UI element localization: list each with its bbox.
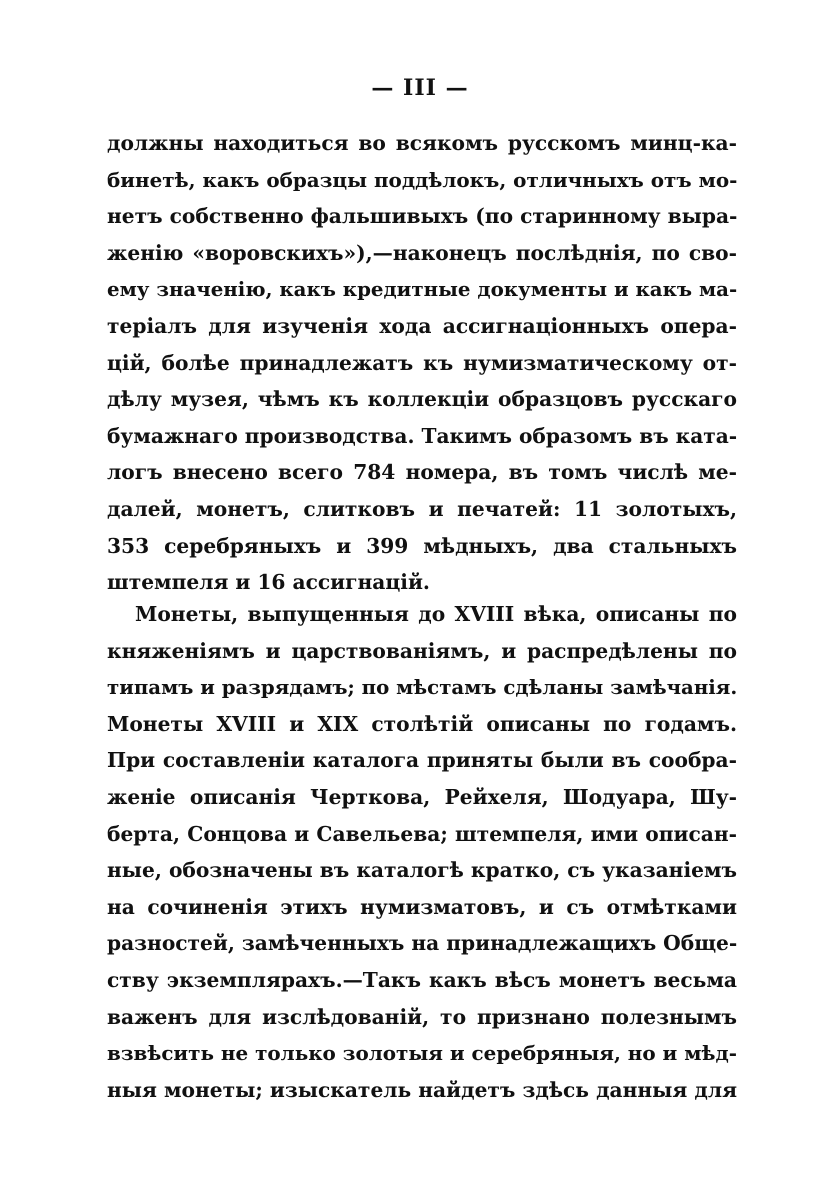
text-line: теріалъ для изученія хода ассигнаціонныхъ опера- <box>107 313 737 338</box>
text-line: далей, монетъ, слитковъ и печатей: 11 золотыхъ, <box>107 496 737 521</box>
paragraph-1 <box>107 125 737 601</box>
text-line: женіе описанія Черткова, Рейхеля, Шодуара, Шу- <box>107 784 737 809</box>
text-line: берта, Сонцова и Савельева; штемпеля, ими описан- <box>107 821 737 846</box>
text-line: ные, обозначены въ каталогѣ кратко, съ указаніемъ <box>107 858 737 883</box>
text-line: Монеты XVIII и XIX столѣтій описаны по годамъ. <box>107 711 737 736</box>
text-line: При составленіи каталога приняты были въ сообра- <box>107 748 737 773</box>
text-line: бинетѣ, какъ образцы поддѣлокъ, отличныхъ отъ мо- <box>107 167 738 192</box>
text-line: типамъ и разрядамъ; по мѣстамъ сдѣланы замѣчанія. <box>107 675 738 700</box>
text-line: на сочиненія этихъ нумизматовъ, и съ отмѣтками <box>107 894 737 919</box>
text-line: взвѣсить не только золотыя и серебряныя, но и мѣд- <box>107 1041 738 1066</box>
text-line: женію «воровскихъ»),—наконецъ послѣднія, по сво- <box>107 240 737 265</box>
text-line: 353 серебряныхъ и 399 мѣдныхъ, два стальныхъ <box>107 533 737 558</box>
paragraph-2 <box>107 596 737 1108</box>
page-number: — III — <box>371 75 469 101</box>
text-line: логъ внесено всего 784 номера, въ томъ числѣ ме- <box>107 460 737 485</box>
text-line: Монеты, выпущенныя до XVIII вѣка, описаны по <box>135 602 737 626</box>
text-line: должны находиться во всякомъ русскомъ минц-ка- <box>107 131 737 155</box>
text-line: важенъ для изслѣдованій, то признано полезнымъ <box>107 1004 737 1029</box>
text-line: бумажнаго производства. Такимъ образомъ въ ката- <box>107 423 738 448</box>
text-line: цій, болѣе принадлежатъ къ нумизматическому от- <box>107 350 737 375</box>
text-line: ныя монеты; изыскатель найдетъ здѣсь данныя для <box>107 1077 737 1102</box>
text-line: нетъ собственно фальшивыхъ (по старинному выра- <box>107 204 738 229</box>
text-line: разностей, замѣченныхъ на принадлежащихъ Обще- <box>107 931 738 956</box>
text-line: княженіямъ и царствованіямъ, и распредѣлены по <box>107 638 737 663</box>
text-line: ему значенію, какъ кредитные документы и какъ ма- <box>107 277 738 302</box>
text-line: дѣлу музея, чѣмъ къ коллекціи образцовъ русскаго <box>107 387 737 412</box>
text-line: штемпеля и 16 ассигнацій. <box>107 570 430 595</box>
text-line: ству экземплярахъ.—Такъ какъ вѣсъ монетъ весьма <box>107 967 737 992</box>
